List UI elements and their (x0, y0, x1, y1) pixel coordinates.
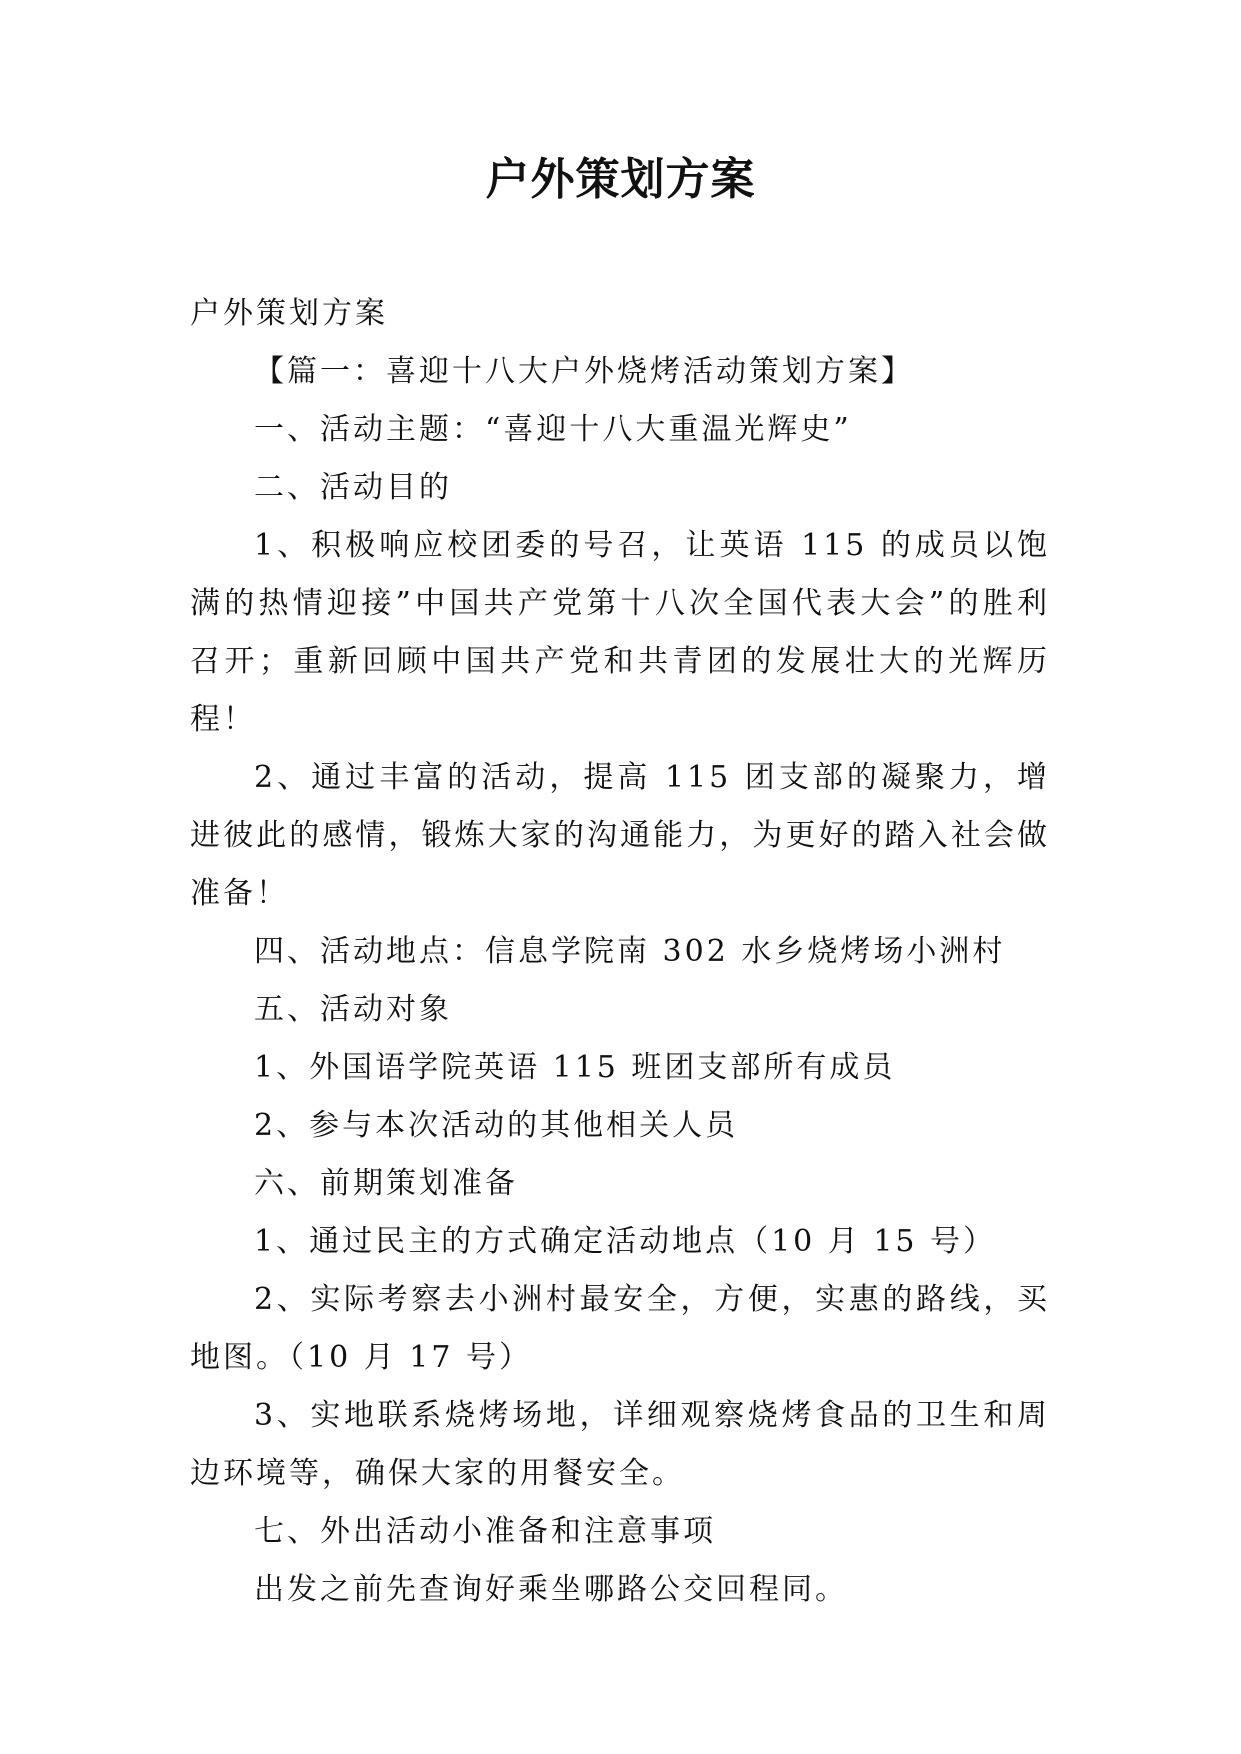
paragraph: 1、通过民主的方式确定活动地点（10 月 15 号） (254, 1224, 997, 1259)
document-body (190, 285, 1050, 1619)
paragraph: 3、实地联系烧烤场地，详细观察烧烤食品的卫生和周边环境等，确保大家的用餐安全。 (190, 1398, 1050, 1491)
paragraph: 二、活动目的 (254, 470, 452, 505)
paragraph: 户外策划方案 (190, 296, 388, 331)
paragraph: 一、活动主题：“喜迎十八大重温光辉史” (254, 412, 852, 447)
paragraph: 【篇一：喜迎十八大户外烧烤活动策划方案】 (254, 354, 914, 389)
document-title: 户外策划方案 (485, 154, 756, 205)
paragraph: 四、活动地点：信息学院南 302 水乡烧烤场小洲村 (254, 934, 1006, 969)
paragraph: 2、通过丰富的活动，提高 115 团支部的凝聚力，增进彼此的感情，锻炼大家的沟通能力，为更好的踏入社会做准备！ (190, 760, 1050, 911)
paragraph: 七、外出活动小准备和注意事项 (254, 1514, 716, 1549)
paragraph: 1、积极响应校团委的号召，让英语 115 的成员以饱满的热情迎接”中国共产党第十八次全国代表大会”的胜利召开；重新回顾中国共产党和共青团的发展壮大的光辉历程！ (190, 528, 1050, 737)
paragraph: 六、前期策划准备 (254, 1166, 518, 1201)
paragraph: 五、活动对象 (254, 992, 452, 1027)
paragraph: 1、外国语学院英语 115 班团支部所有成员 (254, 1050, 896, 1085)
paragraph: 2、实际考察去小洲村最安全，方便，实惠的路线，买地图。（10 月 17 号） (190, 1282, 1050, 1375)
paragraph: 出发之前先查询好乘坐哪路公交回程同。 (254, 1572, 848, 1607)
paragraph: 2、参与本次活动的其他相关人员 (254, 1108, 739, 1143)
